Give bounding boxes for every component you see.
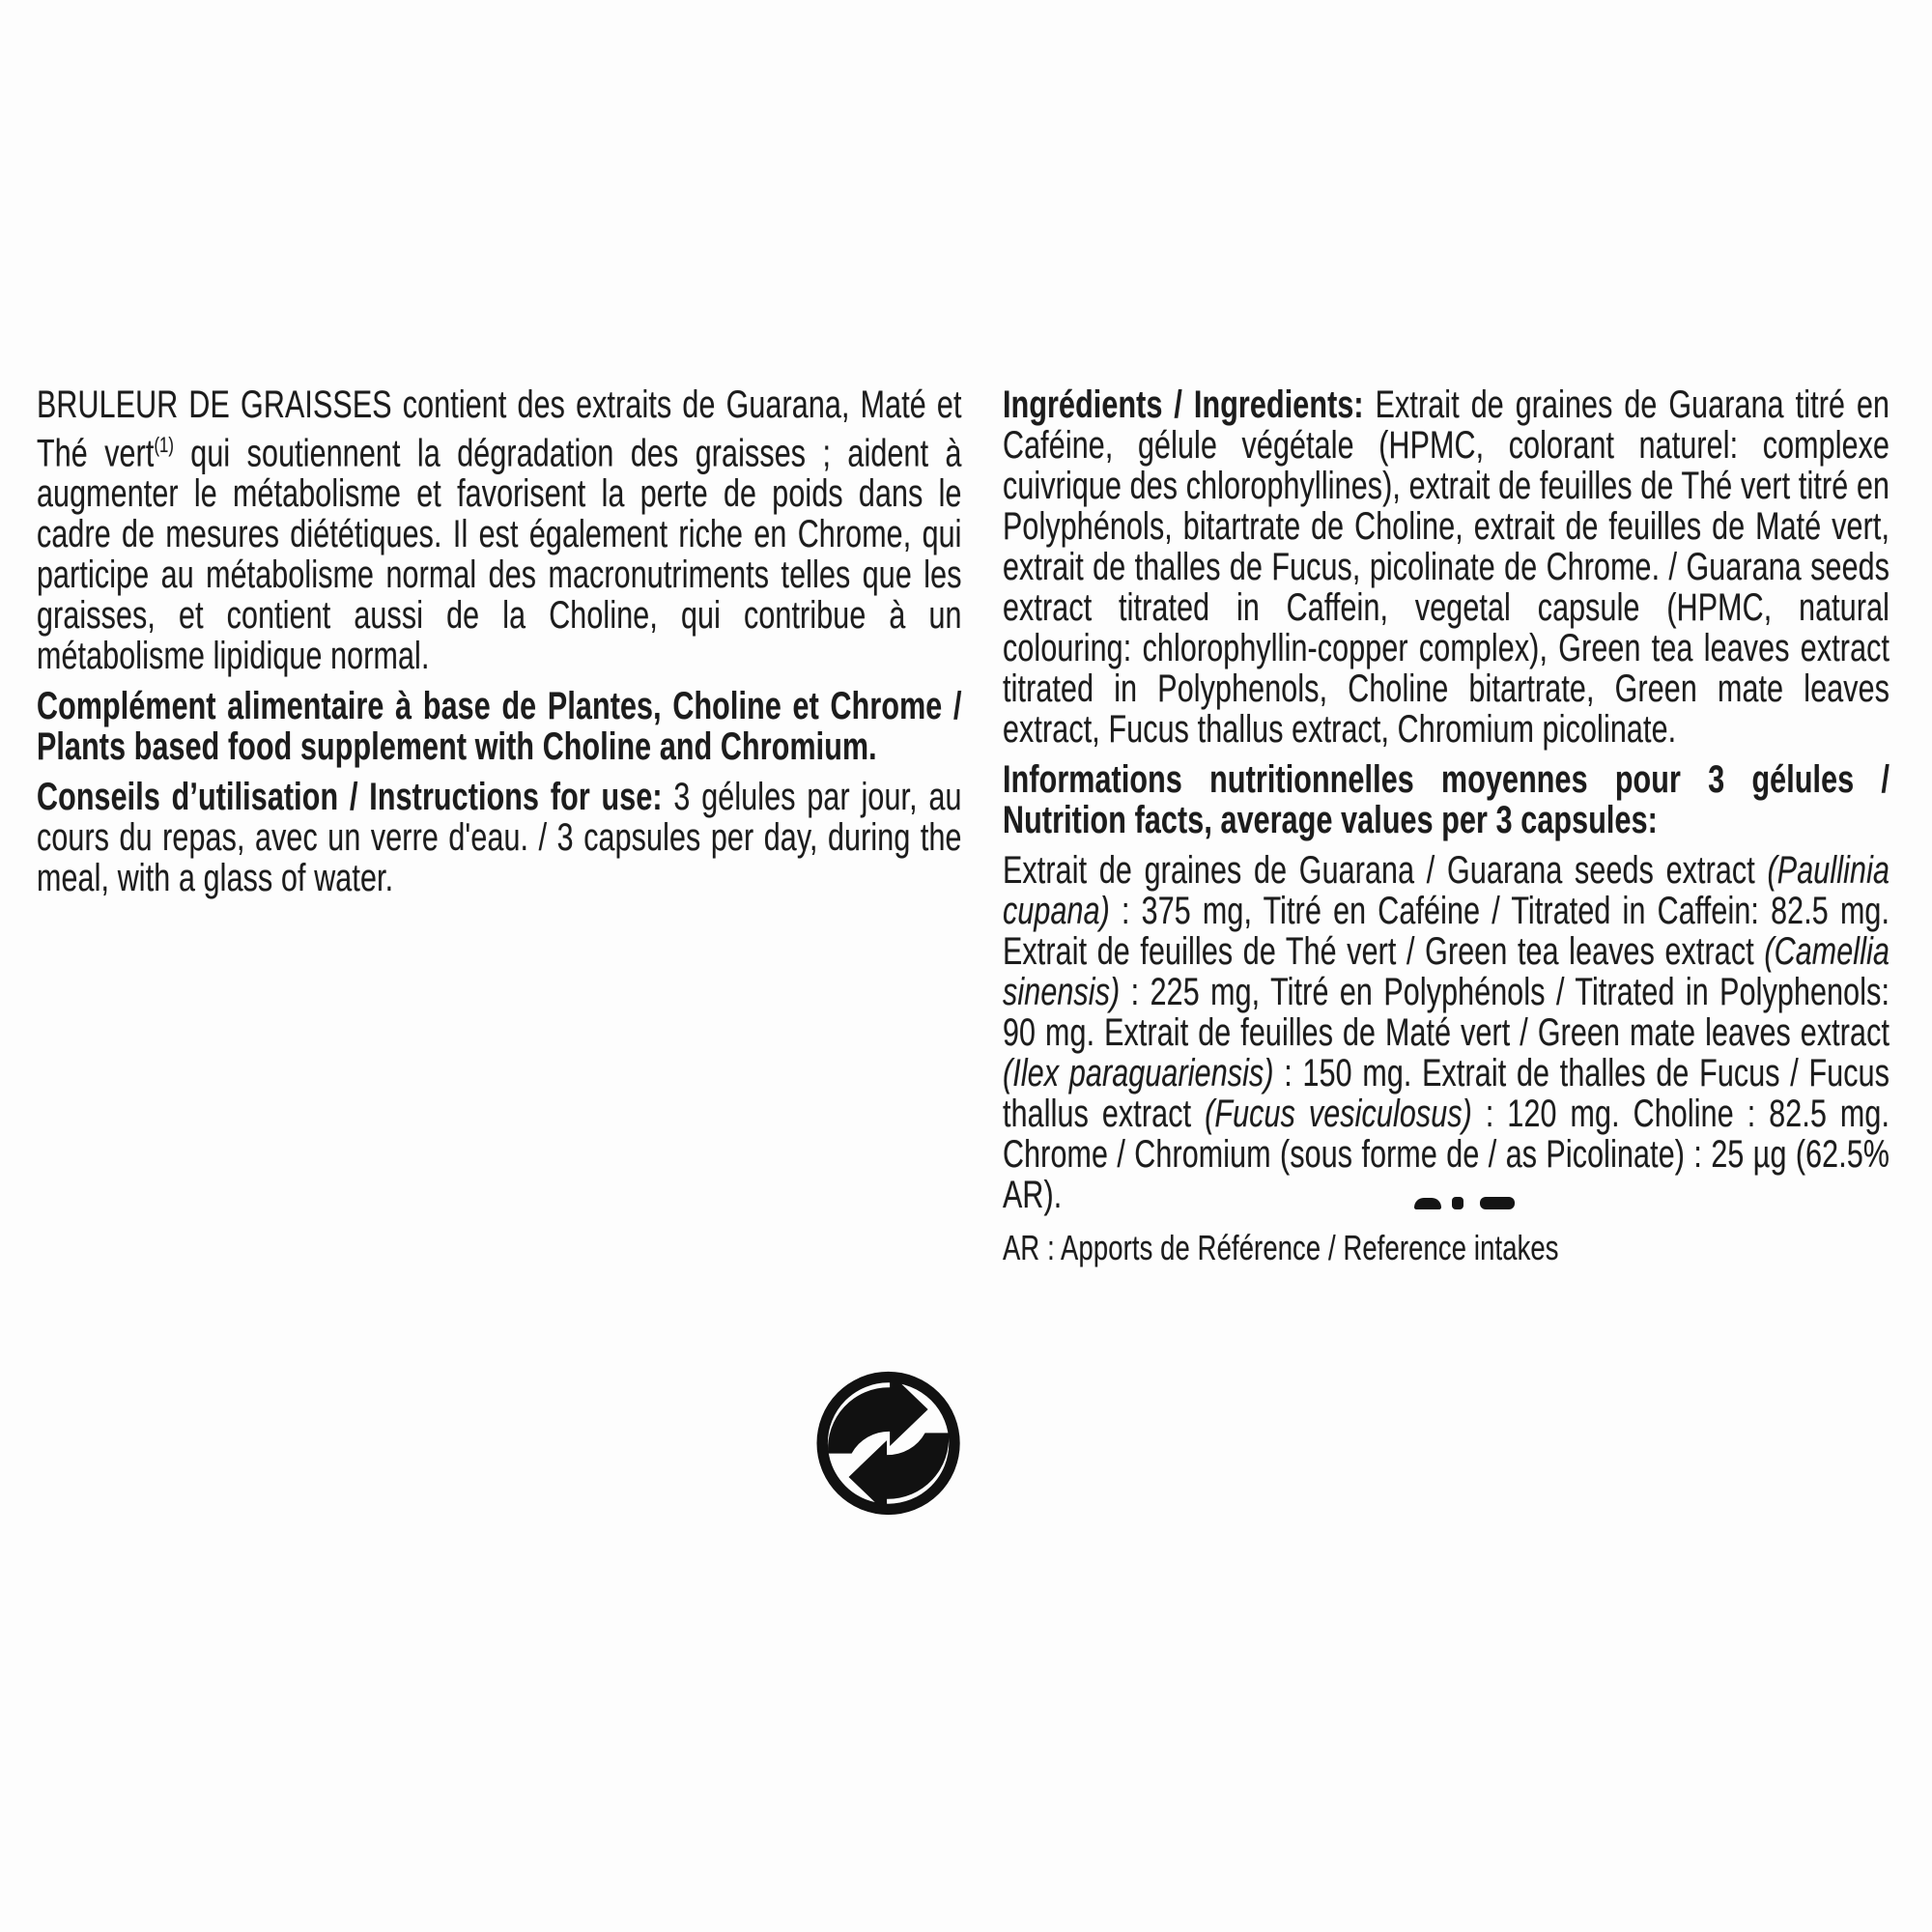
reference-intakes-note	[1003, 1229, 1889, 1267]
text-segment: (Fucus vesiculosus)	[1205, 1093, 1472, 1135]
text-segment: Conseils d’utilisation / Instructions for use:	[37, 776, 674, 819]
text-segment: (Camellia sinensis)	[1003, 930, 1890, 1013]
ingredients-paragraph	[1003, 384, 1889, 750]
text-segment: (Paullinia cupana)	[1003, 849, 1890, 932]
text-segment: Extrait de graines de Guarana titré en Caféine, gélule végétale (HPMC, colorant naturel: complexe cuivrique des chlorophyllines), extrait de feuilles de Thé vert titré en Polyphénols, bitartrate de Choline, extrait de feuilles de Maté vert, extrait de thalles de Fucus, picolinate de Chrome. / Guarana seeds extract titrated in Caffein, vegetal capsule (HPMC, natural colouring: chlorophyllin-copper complex), Green tea leaves extract titrated in Polyphenols, Choline bitartrate, Green mate leaves extract, Fucus thallus extract, Chromium picolinate.	[1003, 384, 1890, 751]
text-segment: Informations nutritionnelles moyennes pour 3 gélules / Nutrition facts, average values per 3 capsules:	[1003, 758, 1890, 841]
text-segment: : 150 mg. Extrait de thalles de Fucus / Fucus thallus extract	[1003, 1052, 1890, 1135]
text-segment: : 225 mg, Titré en Polyphénols / Titrated in Polyphenols: 90 mg. Extrait de feuilles de Maté vert / Green mate leaves extract	[1003, 971, 1890, 1054]
text-segment: (Ilex paraguariensis)	[1003, 1052, 1274, 1094]
text-segment: (1)	[154, 433, 174, 457]
text-segment: BRULEUR DE GRAISSES contient des extraits de Guarana, Maté et Thé vert	[37, 384, 962, 475]
text-segment: : 375 mg, Titré en Caféine / Titrated in Caffein: 82.5 mg. Extrait de feuilles de Thé vert / Green tea leaves extract	[1003, 890, 1890, 973]
right-column	[1003, 384, 1889, 1277]
cropped-glyph-dot	[1452, 1197, 1463, 1209]
cropped-print-marks	[1414, 1196, 1520, 1210]
text-segment: AR : Apports de Référence / Reference intakes	[1003, 1228, 1559, 1267]
intro-paragraph	[37, 384, 962, 676]
left-column	[37, 384, 962, 1519]
cropped-glyph-bar	[1480, 1197, 1515, 1209]
supplement-statement	[37, 686, 962, 767]
usage-paragraph	[37, 777, 962, 898]
text-segment: Extrait de graines de Guarana / Guarana seeds extract	[1003, 849, 1768, 892]
cropped-glyph-hump	[1414, 1198, 1441, 1209]
text-segment: 3 gélules par jour, au cours du repas, avec un verre d'eau. / 3 capsules per day, during the meal, with a glass of water.	[37, 776, 962, 900]
green-dot-recycling-icon	[815, 1370, 962, 1517]
green-dot-logo-wrap	[791, 1370, 961, 1519]
text-segment: qui soutiennent la dégradation des graisses ; aident à augmenter le métabolisme et favorisent la perte de poids dans le cadre de mesures diététiques. Il est également riche en Chrome, qui participe au métabolisme normal des macronutriments telles que les graisses, et contient aussi de la Choline, qui contribue à un métabolisme lipidique normal.	[37, 432, 962, 678]
text-segment: Complément alimentaire à base de Plantes, Choline et Chrome / Plants based food supplement with Choline and Chromium.	[37, 685, 962, 769]
text-segment: Ingrédients / Ingredients:	[1003, 384, 1376, 426]
text-segment: : 120 mg. Choline : 82.5 mg. Chrome / Chromium (sous forme de / as Picolinate) : 25 µg (62.5% AR).	[1003, 1093, 1890, 1216]
nutrition-heading	[1003, 759, 1889, 840]
nutrition-values-paragraph	[1003, 850, 1889, 1215]
